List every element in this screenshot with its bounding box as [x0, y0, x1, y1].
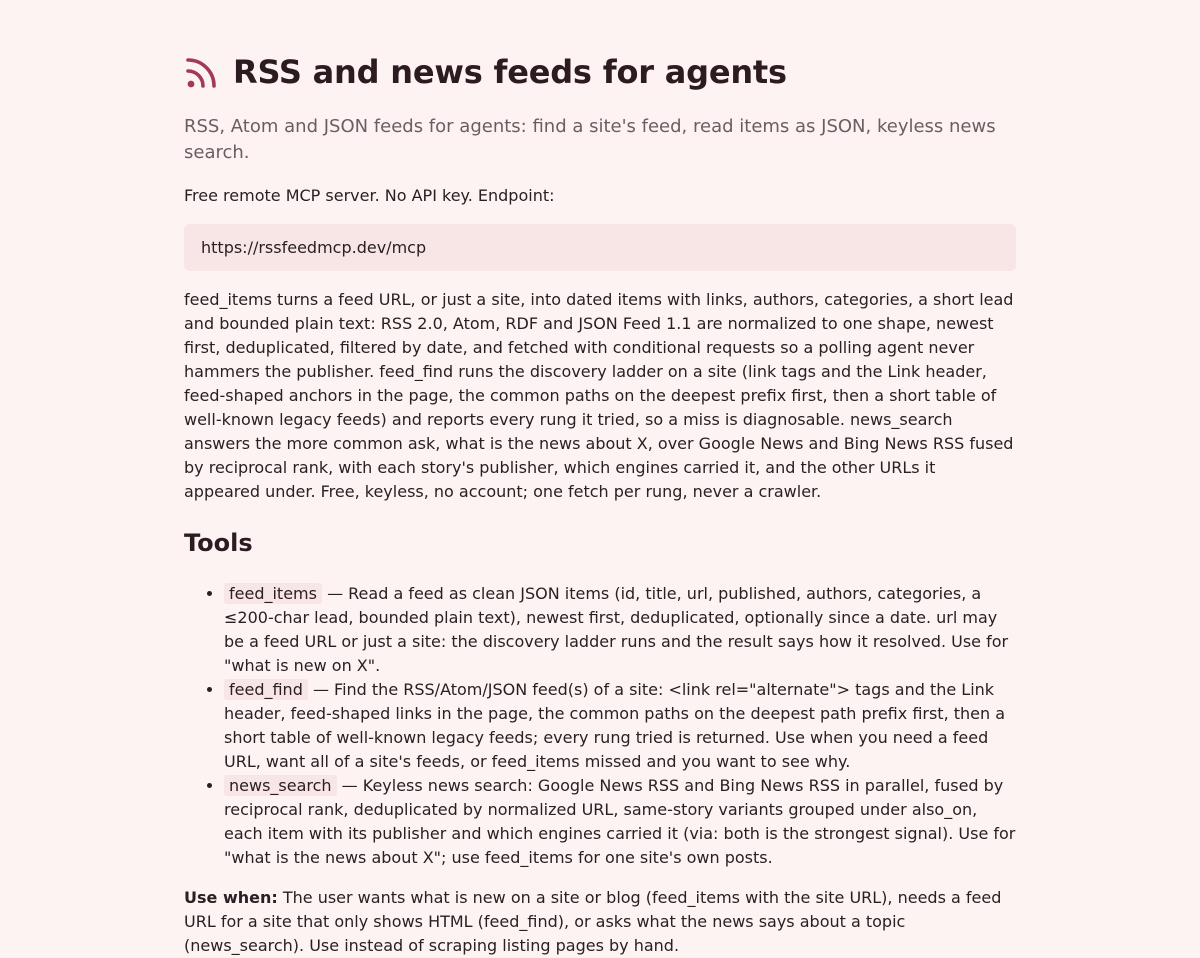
tool-item-feed-items: [224, 582, 1016, 678]
tool-description: — Find the RSS/Atom/JSON feed(s) of a site: <link rel="alternate"> tags and the Link header, feed-shaped links in the page, the common paths on the deepest path prefix first, then a short table of well-known legacy feeds; every rung tried is returned. Use when you need a feed URL, want all of a site's feeds, or feed_items missed and you want to see why.: [224, 680, 1006, 771]
tool-item-feed-find: [224, 678, 1016, 774]
use-when-label: Use when:: [184, 888, 278, 907]
rss-icon: [184, 54, 220, 90]
page-title: RSS and news feeds for agents: [233, 53, 787, 91]
page-subtitle: RSS, Atom and JSON feeds for agents: find a site's feed, read items as JSON, keyless news search.: [184, 116, 996, 163]
tool-description: — Read a feed as clean JSON items (id, title, url, published, authors, categories, a ≤200-char lead, bounded plain text), newest first, deduplicated, optionally since a date. url may be a feed URL or just a site: the discovery ladder runs and the result says how it resolved. Use for "what is new on X".: [224, 584, 1009, 675]
use-when-text: The user wants what is new on a site or blog (feed_items with the site URL), needs a feed URL for a site that only shows HTML (feed_find), or asks what the news says about a topic (news_search). Use instead of scraping listing pages by hand.: [184, 888, 1002, 955]
use-when-paragraph: [184, 886, 1016, 958]
tool-name: feed_items: [224, 583, 322, 604]
tool-description: — Keyless news search: Google News RSS and Bing News RSS in parallel, fused by reciprocal rank, deduplicated by normalized URL, same-story variants grouped under also_on, each item with its publisher and which engines carried it (via: both is the strongest signal). Use for "what is the news about X"; use feed_items for one site's own posts.: [224, 776, 1016, 867]
title-row: [184, 52, 1016, 92]
tools-heading: Tools: [184, 529, 253, 557]
tool-item-news-search: [224, 774, 1016, 870]
endpoint-code-block[interactable]: [184, 224, 1016, 271]
tool-name: news_search: [224, 775, 337, 796]
endpoint-lead: Free remote MCP server. No API key. Endpoint:: [184, 186, 555, 205]
tool-name: feed_find: [224, 679, 308, 700]
description-paragraph: feed_items turns a feed URL, or just a site, into dated items with links, authors, categories, a short lead and bounded plain text: RSS 2.0, Atom, RDF and JSON Feed 1.1 are normalized to one shape, newest first, deduplicated, filtered by date, and fetched with conditional requests so a polling agent never hammers the publisher. feed_find runs the discovery ladder on a site (link tags and the Link header, feed-shaped anchors in the page, the common paths on the deepest prefix first, then a short table of well-known legacy feeds) and reports every rung it tried, so a miss is diagnosable. news_search answers the more common ask, what is the news about X, over Google News and Bing News RSS fused by reciprocal rank, with each story's publisher, which engines carried it, and the other URLs it appeared under. Free, keyless, no account; one fetch per rung, never a crawler.: [184, 290, 1014, 501]
page-content: [184, 52, 1016, 958]
endpoint-url[interactable]: https://rssfeedmcp.dev/mcp: [201, 238, 427, 257]
tools-list: [184, 582, 1016, 870]
